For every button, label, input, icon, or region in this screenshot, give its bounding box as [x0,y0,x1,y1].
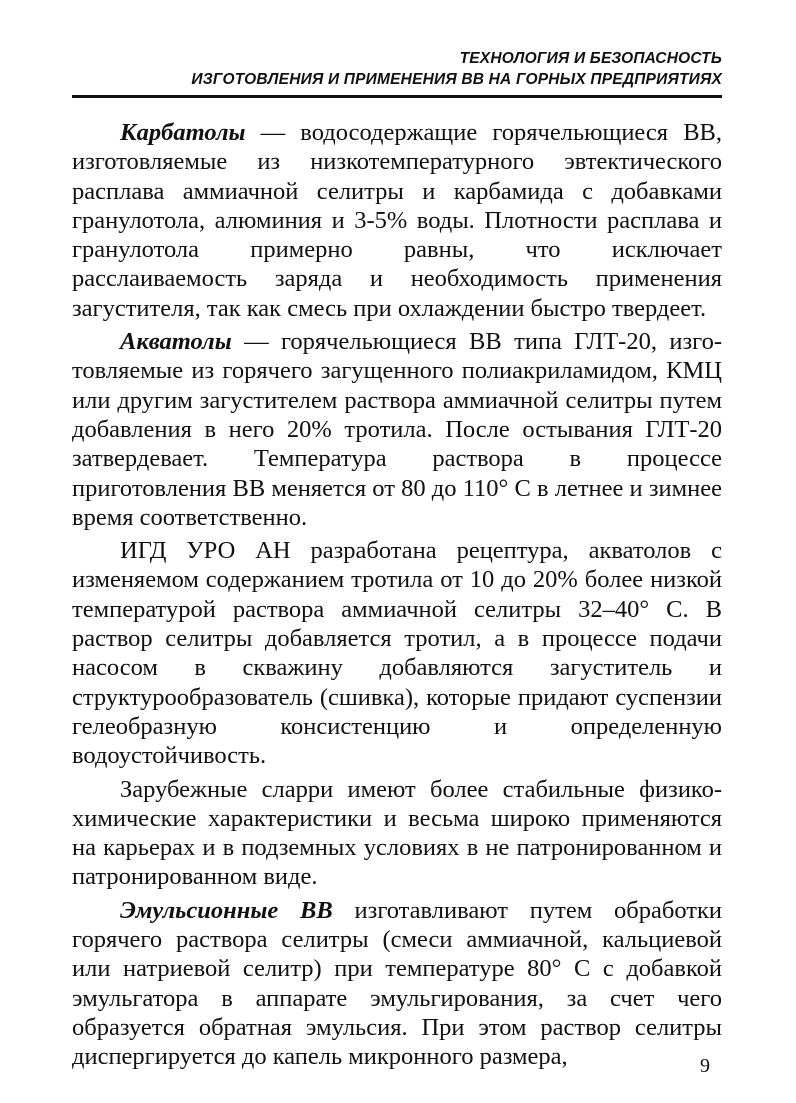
paragraph-text: — горячельющиеся ВВ типа ГЛТ-20, изготовляемые из горячего загущенного полиакриламидом, КМЦ или другим загустителем раствора аммиачной селитры путем добавления в него 20% тротила. После остывания ГЛТ-20 затвердевает. Температура раствора в процессе приготовления ВВ меняется от 80 до 110° С в летнее и зимнее время соответственно. [72,328,722,531]
term-carbatols: Карбатолы [120,119,246,146]
paragraph-text: изготавливают путем обработки горячего раствора селитры (смеси аммиачной, кальциевой или натриевой селитр) при температуре 80° С с добавкой эмульгатора в аппарате эмульгирования, за счет чего образуется обратная эмульсия. При этом раствор селитры диспергируется до капель микронного размера, [72,896,722,1071]
paragraph-slurry [72,775,722,892]
paragraph-text: — водосодержащие горячельющиеся ВВ, изготовляемые из низкотемпературного эвтектического расплава аммиачной селитры и карбамида с добавками гранулотола, алюминия и 3-5% воды. Плотности расплава и гранулотола примерно равны, что исключает расслаиваемость заряда и необходимость применения загустителя, так как смесь при охлаждении быстро твердеет. [72,119,722,322]
term-akvatols: Акватолы [120,328,232,356]
running-header-line-1: ТЕХНОЛОГИЯ И БЕЗОПАСНОСТЬ [459,50,722,67]
running-header-line-2: ИЗГОТОВЛЕНИЯ И ПРИМЕНЕНИЯ ВВ НА ГОРНЫХ ПРЕДПРИЯТИЯХ [191,71,722,88]
term-emulsion: Эмульсионные ВВ [120,896,333,924]
paragraph-akvatols [72,327,722,532]
page-number: 9 [700,1055,710,1077]
running-header [191,48,722,90]
paragraph-emulsion [72,896,722,1072]
paragraph-text: Зарубежные сларри имеют более стабильные физико-химические характеристики и весьма широко применяются на карьерах и в подземных условиях в не патронированном и патронированном виде. [72,775,722,891]
body-text [72,118,722,1076]
paragraph-carbatols [72,118,722,323]
paragraph-igd [72,536,722,770]
paragraph-text: ИГД УРО АН разработана рецептура, акватолов с изменяемом содержанием тротила от 10 до 20% более низкой температурой раствора аммиачной селитры 32–40° С. В раствор селитры добавляется тротил, а в процессе подачи насосом в скважину добавляются загуститель и структурообразователь (сшивка), которые придают суспензии гелеобразную консистенцию и определенную водоустойчивость. [72,537,722,770]
header-rule [72,95,722,98]
